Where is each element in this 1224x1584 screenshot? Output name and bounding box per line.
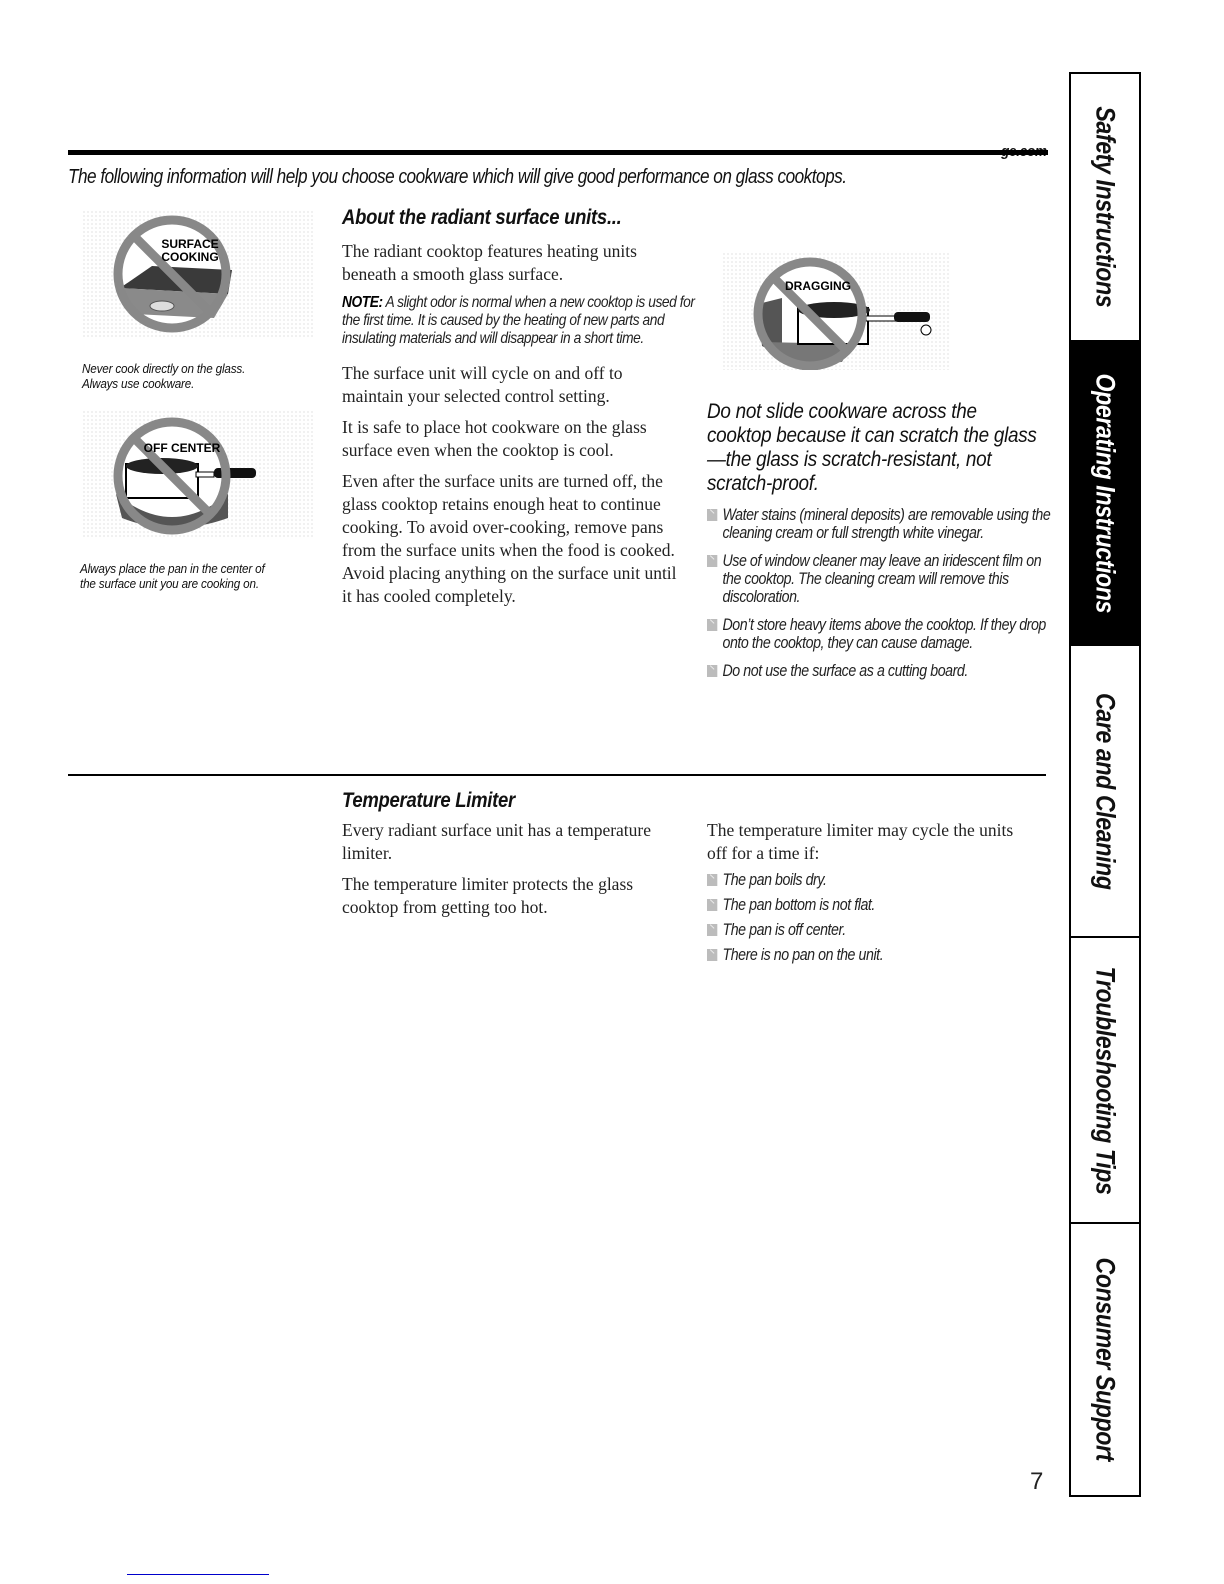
dragging-warning: Do not slide cookware across the cooktop because it can scratch the glass—the glass is scratch-resistant, not scratch-proof. — [707, 400, 1037, 495]
list-item — [707, 871, 1017, 889]
list-item — [707, 662, 1051, 680]
tab-label: Safety Instructions — [1090, 106, 1121, 308]
list-item — [707, 946, 1017, 964]
footer-link-underline — [127, 1574, 269, 1575]
illustration-label: COOKING — [161, 250, 219, 264]
bullet-text: Don’t store heavy items above the cooktop. If they drop onto the cooktop, they can cause damage. — [722, 616, 1046, 652]
prohibited-sign-icon — [82, 410, 314, 538]
section-heading-limiter: Temperature Limiter — [342, 789, 516, 812]
note-label: NOTE: — [342, 294, 383, 311]
header-rule — [68, 150, 1048, 155]
section-heading-radiant: About the radiant surface units... — [342, 206, 622, 229]
prohibited-sign-icon — [722, 252, 950, 370]
illustration-off-center — [82, 410, 314, 538]
list-item — [707, 616, 1051, 652]
caption-line: the surface unit you are cooking on. — [80, 576, 259, 591]
caption-line: Always place the pan in the center of — [80, 561, 265, 576]
section-tabs — [1069, 72, 1141, 1497]
limiter-column-right — [707, 819, 1017, 964]
body-paragraph: The temperature limiter may cycle the units off for a time if: — [707, 820, 1014, 863]
tab-consumer-support[interactable] — [1071, 1222, 1139, 1495]
section-divider — [68, 774, 1046, 776]
list-item — [707, 921, 1017, 939]
illustration-label: SURFACE — [161, 237, 219, 251]
tab-label: Consumer Support — [1090, 1257, 1121, 1462]
bullet-text: The pan boils dry. — [722, 871, 827, 889]
body-paragraph: The surface unit will cycle on and off to maintain your selected control setting. — [342, 363, 623, 406]
illustration-label: DRAGGING — [785, 279, 851, 293]
body-paragraph: It is safe to place hot cookware on the glass surface even when the cooktop is cool. — [342, 417, 647, 460]
intro-text: The following information will help you choose cookware which will give good performance on glass cooktops. — [68, 166, 847, 188]
caption-line: Never cook directly on the glass. — [82, 361, 246, 376]
bullet-icon — [707, 874, 717, 886]
list-item — [707, 552, 1051, 606]
list-item — [707, 506, 1051, 542]
bullet-text: Use of window cleaner may leave an iridescent film on the cooktop. The cleaning cream will remove this discoloration. — [722, 552, 1042, 606]
body-paragraph: Even after the surface units are turned off, the glass cooktop retains enough heat to continue cooking. To avoid over-cooking, remove pans from the surface units when the food is cooked. Avoid placing anything on the surface unit until it has cooled completely. — [342, 471, 677, 606]
bullet-text: Do not use the surface as a cutting board. — [722, 662, 968, 680]
illustration-surface-cooking — [82, 210, 314, 338]
tab-safety-instructions[interactable] — [1071, 74, 1139, 340]
prohibited-sign-icon — [82, 210, 314, 338]
tab-troubleshooting-tips[interactable] — [1071, 936, 1139, 1222]
bullet-text: The pan is off center. — [722, 921, 846, 939]
page-number: 7 — [1030, 1468, 1044, 1495]
caption-surface-cooking — [82, 361, 245, 391]
body-paragraph: Every radiant surface unit has a temperature limiter. — [342, 820, 652, 863]
limiter-column-left — [342, 819, 662, 919]
tab-label: Troubleshooting Tips — [1090, 966, 1121, 1194]
tab-label: Operating Instructions — [1090, 373, 1121, 613]
bullet-icon — [707, 899, 717, 911]
caption-off-center — [80, 561, 265, 591]
bullet-icon — [707, 924, 717, 936]
bullet-icon — [707, 665, 717, 677]
bullet-icon — [707, 509, 717, 521]
bullet-icon — [707, 555, 717, 567]
list-item — [707, 896, 1017, 914]
tab-label: Care and Cleaning — [1090, 692, 1121, 890]
tab-care-and-cleaning[interactable] — [1071, 644, 1139, 936]
illustration-label: OFF CENTER — [143, 441, 221, 455]
note-text: A slight odor is normal when a new cooktop is used for the first time. It is caused by the heating of new parts and insulating materials and will disappear in a short time. — [342, 294, 695, 347]
bullet-icon — [707, 949, 717, 961]
body-paragraph: The radiant cooktop features heating units beneath a smooth glass surface. — [342, 241, 637, 284]
note-paragraph — [342, 294, 703, 348]
tab-operating-instructions[interactable] — [1071, 340, 1139, 644]
bullet-text: There is no pan on the unit. — [722, 946, 884, 964]
illustration-dragging — [722, 252, 950, 370]
caption-line: Always use cookware. — [82, 376, 195, 391]
body-paragraph: The temperature limiter protects the glass cooktop from getting too hot. — [342, 874, 634, 917]
radiant-column — [342, 240, 695, 608]
bullet-icon — [707, 619, 717, 631]
dragging-bullet-list — [707, 506, 1051, 680]
bullet-text: The pan bottom is not flat. — [722, 896, 875, 914]
bullet-text: Water stains (mineral deposits) are removable using the cleaning cream or full strength white vinegar. — [722, 506, 1051, 542]
